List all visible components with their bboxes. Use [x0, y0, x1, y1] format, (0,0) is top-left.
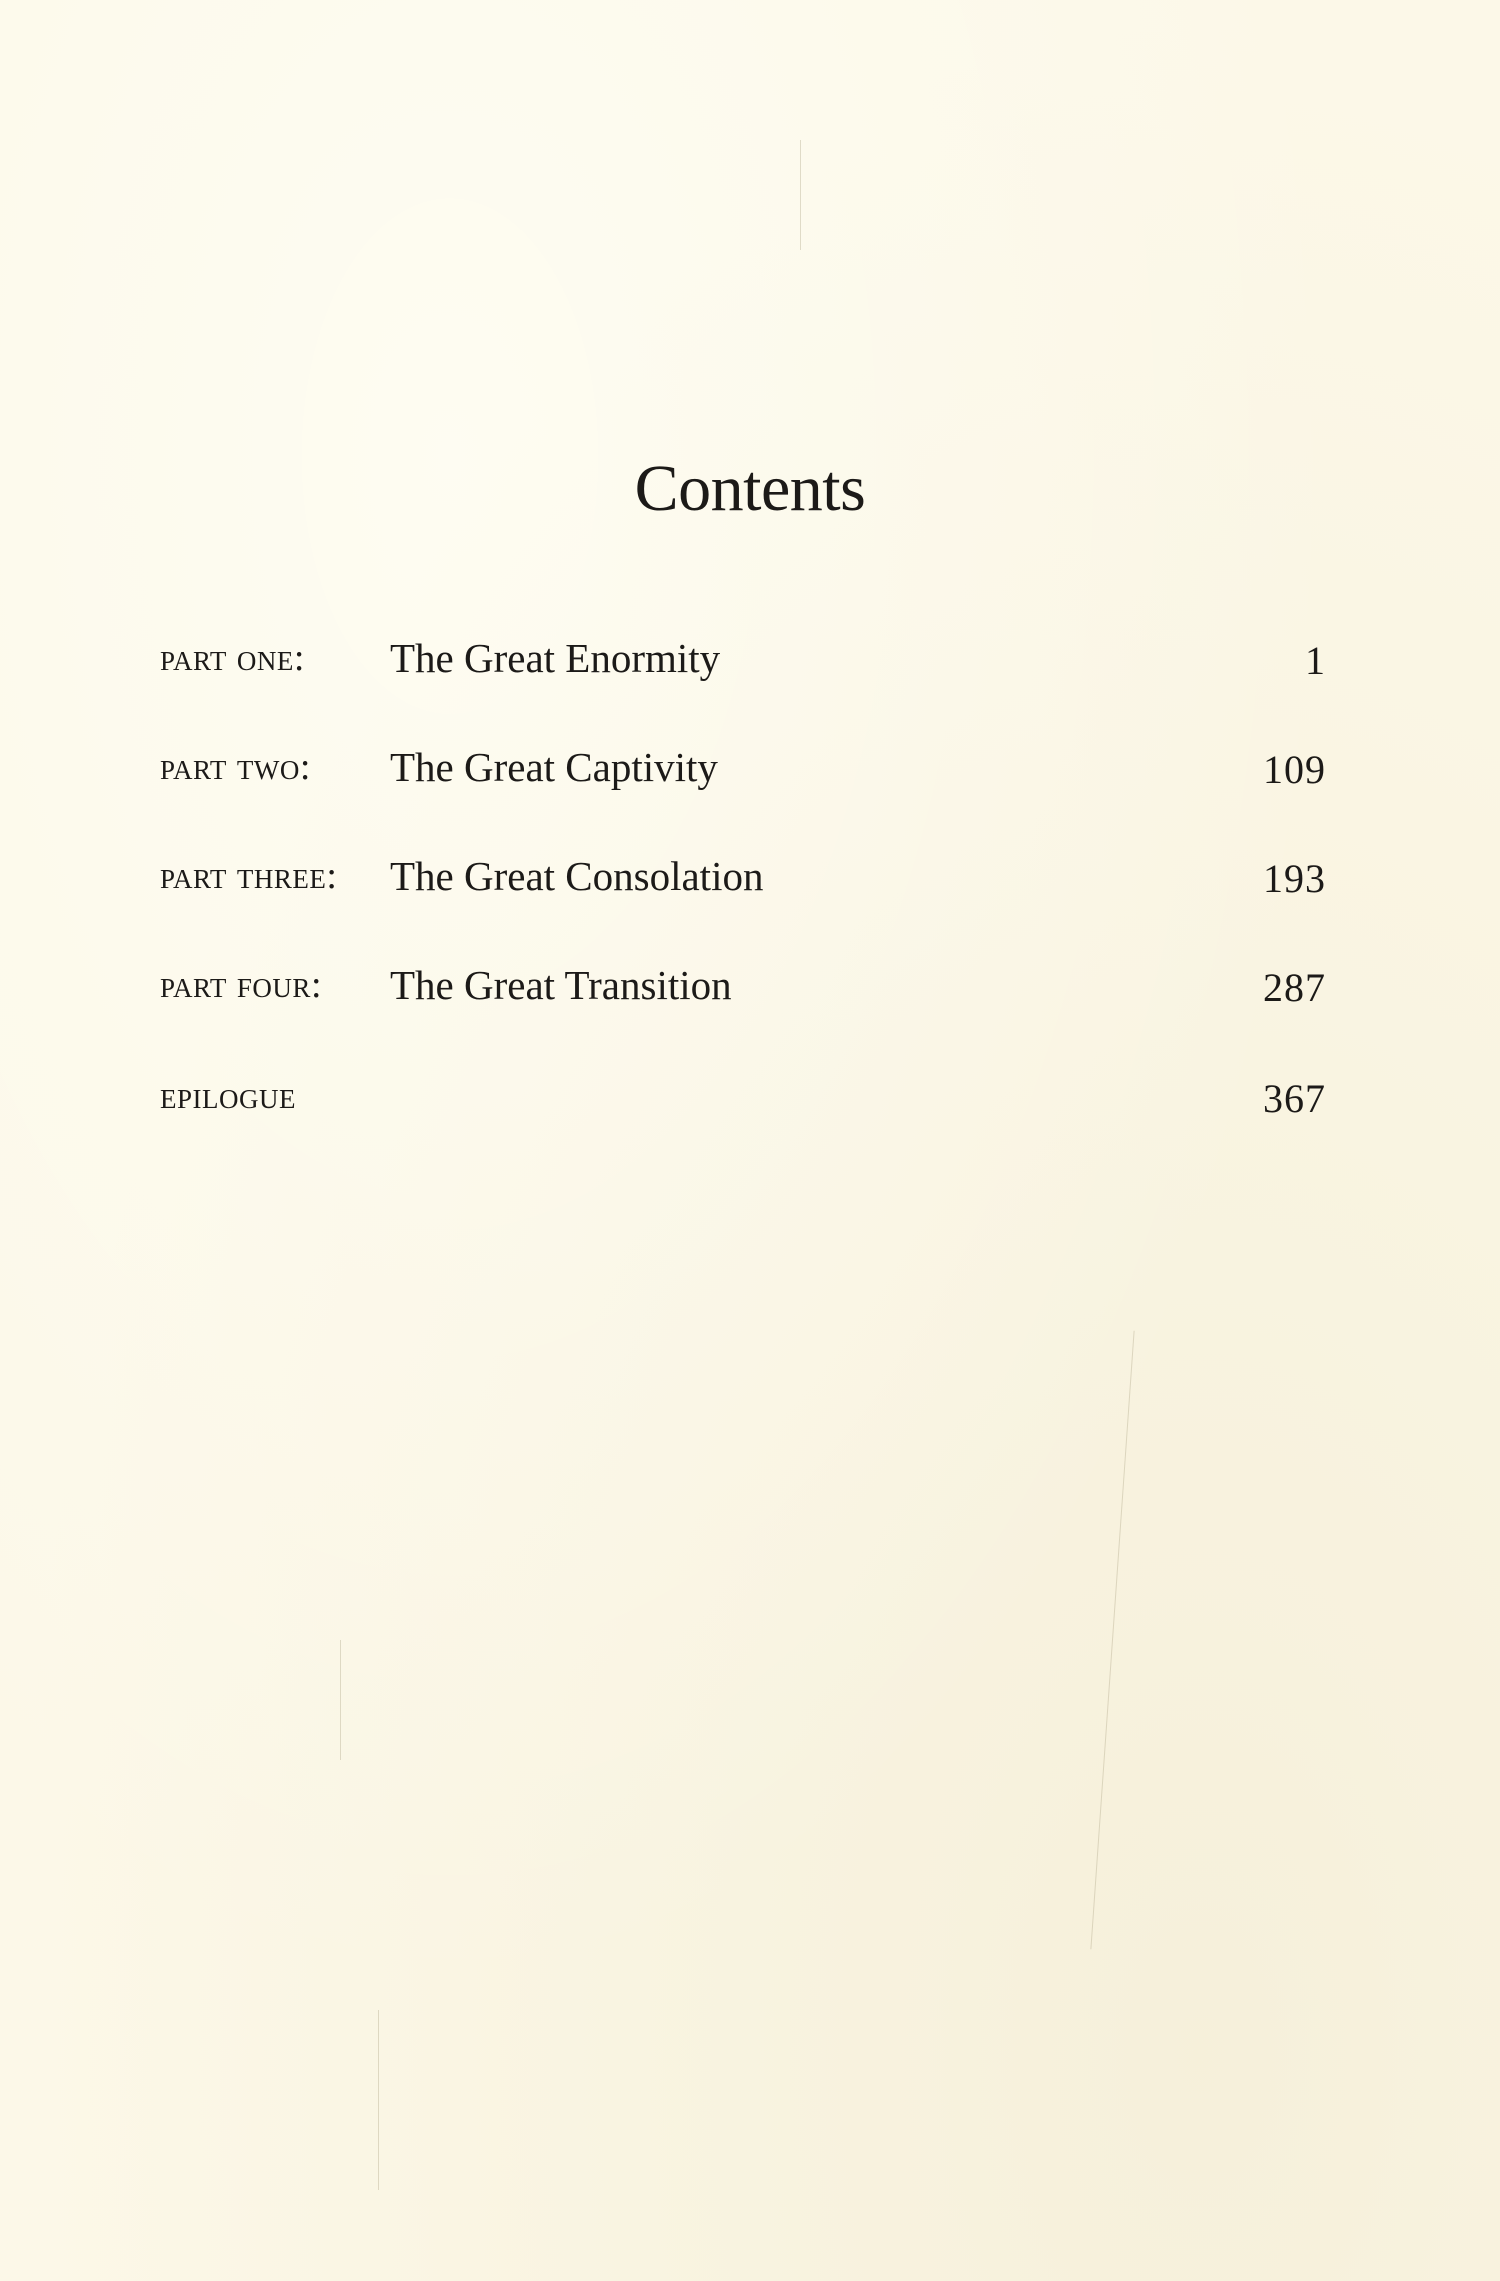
- toc-page-number: 1: [1305, 638, 1326, 683]
- toc-chapter-title: The Great Transition: [390, 962, 732, 1008]
- toc-part-label: part three:: [160, 855, 338, 897]
- toc-entry-part-two[interactable]: [160, 739, 1326, 799]
- toc-entry-part-three[interactable]: [160, 848, 1326, 908]
- toc-part-label: part one:: [160, 637, 305, 679]
- toc-page-number: 193: [1263, 856, 1326, 901]
- page-title: Contents: [634, 452, 866, 526]
- toc-page-number: 287: [1263, 965, 1326, 1010]
- toc-entry-epilogue[interactable]: [160, 1068, 1326, 1128]
- toc-part-label: part four:: [160, 964, 322, 1006]
- toc-entry-part-four[interactable]: [160, 957, 1326, 1017]
- toc-page-number: 367: [1263, 1076, 1326, 1121]
- toc-page-number: 109: [1263, 747, 1326, 792]
- toc-entry-part-one[interactable]: [160, 630, 1326, 690]
- toc-part-label: part two:: [160, 746, 311, 788]
- toc-part-label: epilogue: [160, 1075, 296, 1117]
- toc-chapter-title: The Great Consolation: [390, 853, 764, 899]
- toc-chapter-title: The Great Captivity: [390, 744, 718, 790]
- toc-chapter-title: The Great Enormity: [390, 635, 721, 681]
